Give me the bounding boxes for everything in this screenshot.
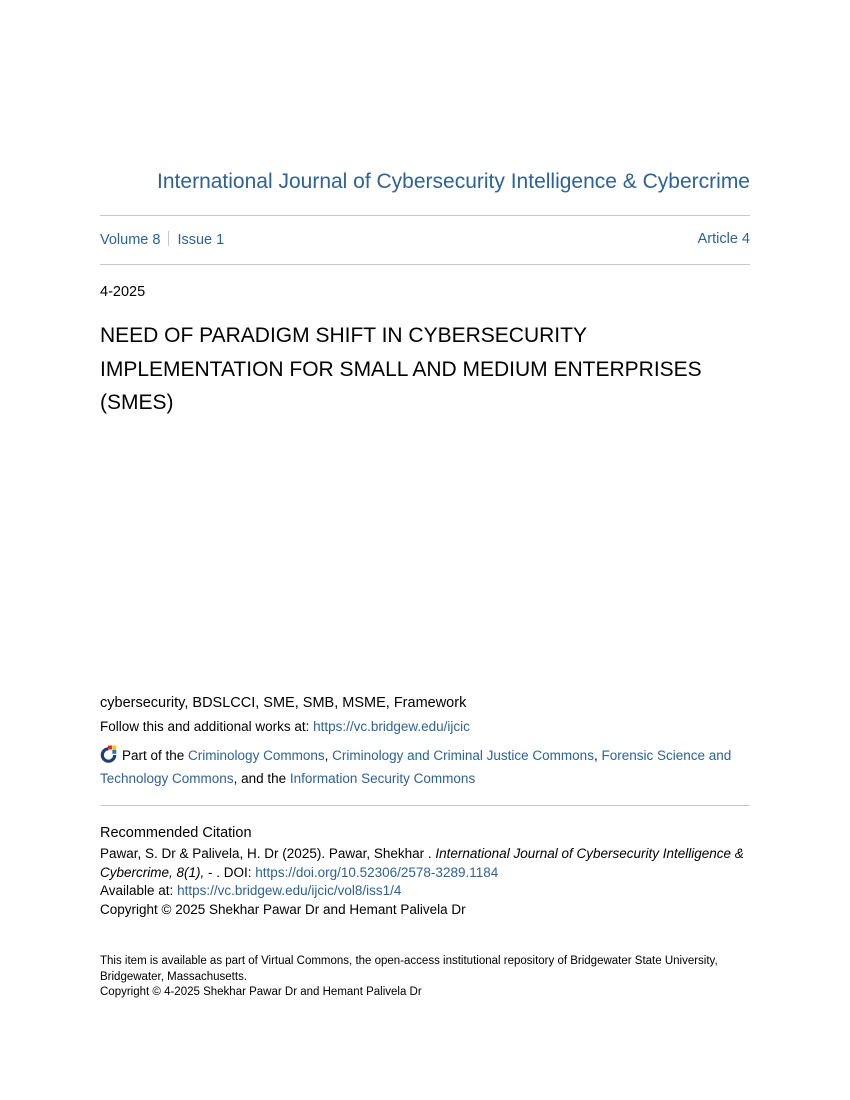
citation-journal: International Journal of Cybersecurity Intelligence & Cybercrime, 8(1), (100, 846, 744, 880)
follow-line (100, 719, 470, 734)
citation-copyright: Copyright © 2025 Shekhar Pawar Dr and Hemant Palivela Dr (100, 901, 466, 917)
footer-repository-note: This item is available as part of Virtual Commons, the open-access institutional repository of Bridgewater State University, Bridgewater, Massachusetts. (100, 955, 718, 983)
article-title-line-2: IMPLEMENTATION FOR SMALL AND MEDIUM ENTERPRISES (100, 357, 702, 381)
article-link[interactable]: Article 4 (697, 231, 750, 247)
follow-url-link[interactable]: https://vc.bridgew.edu/ijcic (313, 719, 470, 734)
available-at-link[interactable]: https://vc.bridgew.edu/ijcic/vol8/iss1/4 (177, 883, 402, 898)
citation-divider (100, 805, 750, 806)
criminology-criminal-justice-commons-link[interactable]: Criminology and Criminal Justice Commons (332, 748, 594, 763)
commons-separator-3: , and the (233, 771, 290, 786)
part-of-commons (100, 744, 752, 790)
article-title (100, 319, 750, 420)
recommended-citation-heading: Recommended Citation (100, 825, 252, 841)
volume-link[interactable]: Volume 8 (100, 232, 161, 248)
information-security-commons-link[interactable]: Information Security Commons (289, 771, 476, 786)
publication-date: 4-2025 (100, 284, 146, 300)
article-title-line-3: (SMES) (100, 391, 174, 414)
volume-issue-separator (168, 231, 169, 246)
journal-title-link[interactable]: International Journal of Cybersecurity Intelligence & Cybercrime (157, 170, 750, 193)
doi-link[interactable]: https://doi.org/10.52306/2578-3289.1184 (255, 864, 499, 880)
issue-info-row (100, 231, 750, 251)
top-divider (100, 215, 750, 216)
bepress-commons-logo-icon (100, 745, 118, 763)
footer (100, 954, 750, 1001)
available-at-label: Available at: (100, 883, 178, 898)
citation-pages: - . DOI: (204, 864, 256, 880)
commons-separator-1: , (324, 748, 333, 763)
middle-divider (100, 264, 750, 265)
keywords: cybersecurity, BDSLCCI, SME, SMB, MSME, Framework (100, 695, 467, 711)
recommended-citation (100, 845, 750, 919)
article-title-line-1: NEED OF PARADIGM SHIFT IN CYBERSECURITY (100, 324, 587, 347)
issue-link[interactable]: Issue 1 (177, 232, 225, 248)
follow-label: Follow this and additional works at: (100, 719, 314, 734)
commons-separator-2: , (593, 748, 602, 763)
footer-copyright: Copyright © 4-2025 Shekhar Pawar Dr and Hemant Palivela Dr (100, 986, 422, 998)
citation-authors: Pawar, S. Dr & Palivela, H. Dr (2025). Pawar, Shekhar . (100, 846, 436, 861)
part-of-label: Part of the (122, 748, 189, 763)
criminology-commons-link[interactable]: Criminology Commons (188, 748, 325, 763)
forensic-science-technology-commons-link[interactable]: Forensic Science and Technology Commons (100, 748, 732, 786)
